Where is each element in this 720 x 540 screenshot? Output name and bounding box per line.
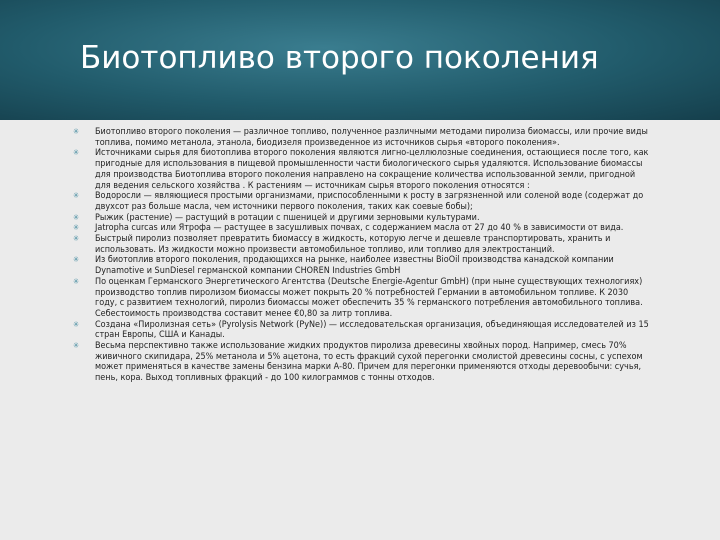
list-item <box>72 255 650 276</box>
list-item <box>72 234 650 255</box>
list-item-text: По оценкам Германского Энергетического Агентства (Deutsche Energie-Agentur GmbH) (при ныне существующих технологиях) производство топлив пиролизом биомассы может покрыть 20 % потребностей Германии в автомобильном топливе. К 2030 году, с развитием технологий, пиролиз биомассы может обеспечить 35 % германского потребления автомобильного топлива. Себестоимость производства составит менее €0,80 за литр топлива. <box>95 276 643 319</box>
slide-title: Биотопливо второго поколения <box>80 40 599 76</box>
bullet-icon: ✳ <box>73 234 80 244</box>
list-item <box>72 213 650 224</box>
bullet-icon: ✳ <box>73 276 80 286</box>
bullet-icon: ✳ <box>73 223 80 233</box>
bullet-icon: ✳ <box>73 212 80 222</box>
list-item-text: Из биотоплив второго поколения, продающихся на рынке, наиболее известны BioOil производства канадской компании Dynamotive и SunDiesel германской компании CHOREN Industries GmbH <box>95 255 614 277</box>
bullet-list <box>72 127 650 384</box>
list-item-text: Водоросли — являющиеся простыми организмами, приспособленными к росту в загрязненной или соленой воде (содержат до двухсот раз больше масла, чем источники первого поколения, таких как соевые бобы); <box>95 191 644 212</box>
list-item <box>72 127 650 148</box>
list-item-text: Быстрый пиролиз позволяет превратить биомассу в жидкость, которую легче и дешевле транспортировать, хранить и использовать. Из жидкости можно произвести автомобильное топливо, или топливо для электростанций. <box>95 234 611 255</box>
list-item-text: Весьма перспективно также использование жидких продуктов пиролиза древесины хвойных пород. Например, смесь 70% живичного скипидара, 25% метанола и 5% ацетона, то есть фракций сухой перегонки смолистой древесины сосны, с успехом может применяться в качестве замены бензина марки А-80. Причем для перегонки применяются отходы деревообычи: сучья, пень, кора. Выход топливных фракций - до 100 килограммов с тонны отходов. <box>95 341 643 384</box>
list-item-text: Создана «Пиролизная сеть» (Pyrolysis Network (PyNe)) — исследовательская организация, объединяющая исследователей из 15 стран Европы, США и Канады. <box>95 319 649 341</box>
list-item-text: Источниками сырья для биотоплива второго поколения являются лигно-целлюлозные соединения, остающиеся после того, как пригодные для использования в пищевой промышленности части биологического сырья удаляются. Использование биомассы для производства Биотоплива второго поколения направлено на сокращение количества использованной земли, пригодной для ведения сельского хозяйства . К растениям — источникам сырья второго поколения относятся : <box>95 148 649 191</box>
list-item-text: Jatropha curcas или Ятрофа — растущее в засушливых почвах, с содержанием масла от 27 до 40 % в зависимости от вида. <box>95 223 624 234</box>
bullet-icon: ✳ <box>73 191 80 201</box>
list-item <box>72 320 650 341</box>
title-band <box>0 0 720 120</box>
list-item <box>72 191 650 212</box>
list-item <box>72 148 650 191</box>
bullet-icon: ✳ <box>73 341 80 351</box>
bullet-icon: ✳ <box>73 319 80 329</box>
list-item <box>72 277 650 320</box>
list-item-text: Биотопливо второго поколения — различное топливо, полученное различными методами пиролиза биомассы, или прочие виды топлива, помимо метанола, этанола, биодизеля произведенное из источников сырья «второго поколения». <box>95 127 648 148</box>
bullet-icon: ✳ <box>73 255 80 265</box>
bullet-icon: ✳ <box>73 127 80 136</box>
list-item <box>72 223 650 234</box>
bullet-icon: ✳ <box>73 148 80 158</box>
list-item <box>72 341 650 384</box>
list-item-text: Рыжик (растение) — растущий в ротации с пшеницей и другими зерновыми культурами. <box>95 212 480 223</box>
